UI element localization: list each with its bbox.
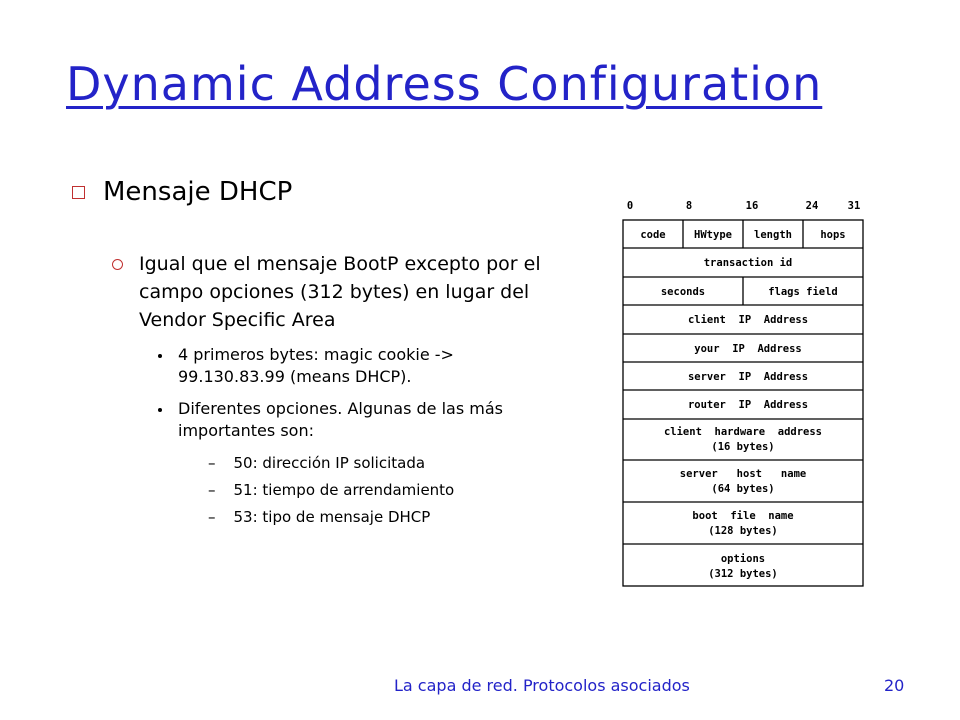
field-length: length xyxy=(754,229,792,241)
field-flags: flags field xyxy=(768,286,838,298)
bit-label: 24 xyxy=(805,200,819,212)
bullet-level1 xyxy=(72,176,292,208)
bullet-level3-item xyxy=(158,398,558,442)
bit-label: 16 xyxy=(745,200,759,212)
field-hwtype: HWtype xyxy=(694,229,732,241)
bit-label: 8 xyxy=(685,200,693,212)
bullet-level2-text: Igual que el mensaje BootP excepto por el campo opciones (312 bytes) en lugar del Vendor Specific Area xyxy=(139,253,541,331)
bullet-level4-text: 51: tiempo de arrendamiento xyxy=(233,481,455,499)
field-server-host-name: server host name xyxy=(679,468,807,480)
dash-bullet-icon: – xyxy=(208,508,216,526)
field-boot-file-name: boot file name xyxy=(692,510,794,522)
field-code: code xyxy=(640,229,666,241)
page-number: 20 xyxy=(884,676,905,695)
bullet-level1-text: Mensaje DHCP xyxy=(103,177,293,207)
bullet-level3-item xyxy=(158,344,558,388)
bit-label: 0 xyxy=(626,200,634,212)
field-server-host-size: (64 bytes) xyxy=(711,483,775,495)
dash-bullet-icon: – xyxy=(208,454,216,472)
field-options-size: (312 bytes) xyxy=(708,568,778,580)
bullet-level4-text: 50: dirección IP solicitada xyxy=(233,454,426,472)
footer-text: La capa de red. Protocolos asociados xyxy=(394,676,690,695)
square-bullet-icon xyxy=(72,186,85,199)
field-options: options xyxy=(720,553,766,565)
bullet-level4-item xyxy=(208,507,430,527)
dash-bullet-icon: – xyxy=(208,481,216,499)
field-router-ip: router IP Address xyxy=(687,399,809,411)
field-your-ip: your IP Address xyxy=(694,343,802,355)
field-hops: hops xyxy=(820,229,846,241)
field-seconds: seconds xyxy=(660,286,706,298)
field-client-hw-size: (16 bytes) xyxy=(711,441,775,453)
field-client-ip: client IP Address xyxy=(687,314,809,326)
slide-title: Dynamic Address Configuration xyxy=(66,57,823,111)
bullet-level4-item xyxy=(208,453,425,473)
field-boot-file-size: (128 bytes) xyxy=(708,525,778,537)
field-server-ip: server IP Address xyxy=(687,371,809,383)
field-transaction-id: transaction id xyxy=(703,257,793,269)
dhcp-message-format-diagram xyxy=(620,196,870,592)
bullet-level3-text: 4 primeros bytes: magic cookie -> 99.130.83.99 (means DHCP). xyxy=(178,345,454,386)
dot-bullet-icon xyxy=(158,408,162,412)
bullet-level4-item xyxy=(208,480,454,500)
field-client-hw-address: client hardware address xyxy=(663,426,823,438)
circle-bullet-icon xyxy=(112,259,123,270)
bit-label: 31 xyxy=(847,200,861,212)
bullet-level4-text: 53: tipo de mensaje DHCP xyxy=(233,508,431,526)
dot-bullet-icon xyxy=(158,354,162,358)
bullet-level2 xyxy=(112,250,562,334)
bullet-level3-text: Diferentes opciones. Algunas de las más importantes son: xyxy=(178,399,503,440)
